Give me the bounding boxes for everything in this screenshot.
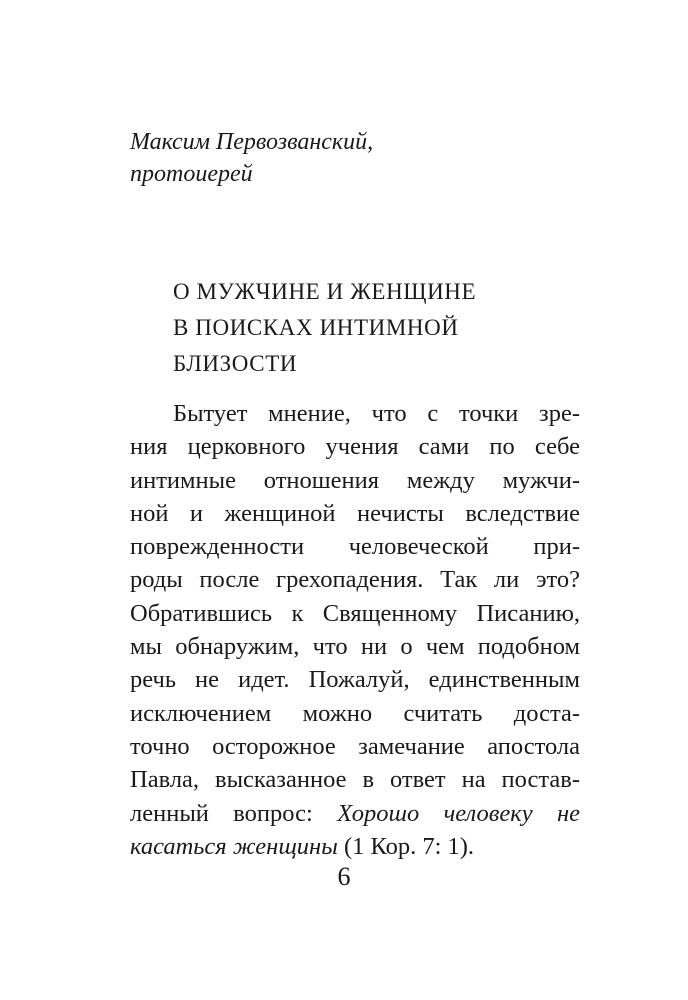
author-block	[130, 126, 590, 190]
chapter-heading	[173, 274, 593, 382]
body-line: исключением можно считать доста-	[130, 699, 580, 727]
body-line: ния церковного учения сами по себе	[130, 433, 580, 461]
author-name: Максим Первозванский,	[130, 129, 374, 155]
bible-citation: (1 Кор. 7: 1).	[343, 832, 475, 860]
quote-text-part-2: касаться женщины	[130, 832, 338, 860]
heading-line-3: БЛИЗОСТИ	[173, 351, 298, 376]
body-line: Обратившись к Священному Писанию,	[130, 599, 580, 627]
body-line-last	[130, 830, 580, 863]
author-title: протоиерей	[130, 161, 253, 187]
heading-line-1: О МУЖЧИНЕ И ЖЕНЩИНЕ	[173, 279, 477, 304]
heading-line-2: В ПОИСКАХ ИНТИМНОЙ	[173, 315, 459, 340]
body-line: мы обнаружим, что ни о чем подобном	[130, 633, 580, 661]
page-number: 6	[337, 862, 351, 891]
body-line: точно осторожное замечание апостола	[130, 732, 580, 760]
body-line: интимные отношения между мужчи-	[130, 466, 580, 494]
body-line: ной и женщиной нечисты вследствие	[130, 499, 580, 527]
body-paragraph	[130, 397, 580, 863]
quote-text-part-1: Хорошо человеку не	[337, 799, 581, 827]
body-line: поврежденности человеческой при-	[130, 533, 580, 561]
body-line: роды после грехопадения. Так ли это?	[130, 566, 580, 594]
body-line: речь не идет. Пожалуй, единственным	[130, 666, 580, 694]
body-line: Павла, высказанное в ответ на постав-	[130, 766, 580, 794]
body-line-with-quote	[130, 797, 580, 830]
body-line: Бытует мнение, что с точки зре-	[173, 400, 580, 427]
body-line-text: ленный вопрос:	[130, 799, 313, 827]
